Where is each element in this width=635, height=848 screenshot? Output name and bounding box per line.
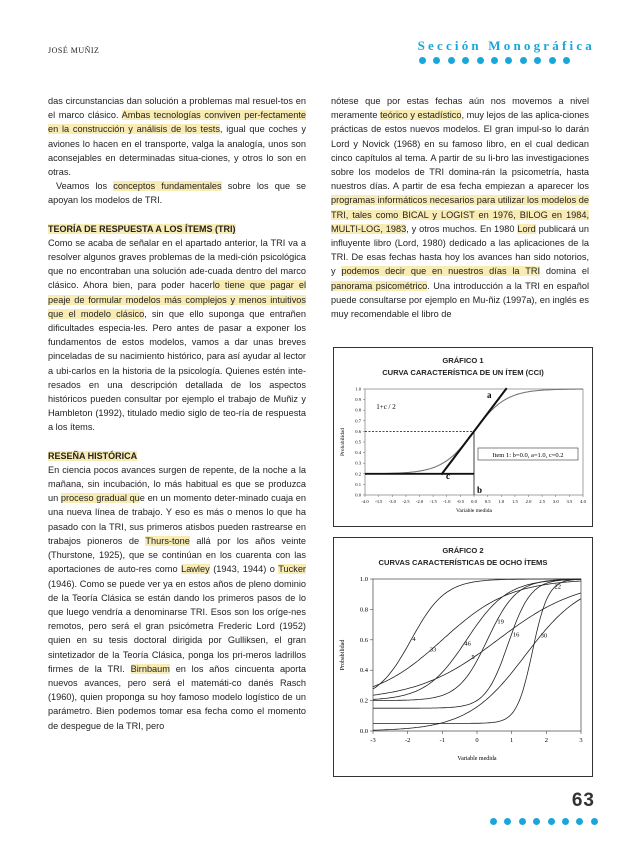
footer-dots xyxy=(490,818,598,825)
chart-1-y-tick-label: 0.4 xyxy=(355,450,361,456)
chart-1-x-tick-label: -4.0 xyxy=(361,499,369,504)
paragraph: Veamos los conceptos fundamentales sobre los que se apoyan los modelos de TRI. xyxy=(48,181,306,206)
chart-2-y-tick-label: 0.6 xyxy=(359,636,368,644)
chart-2-curve-label: 46 xyxy=(464,640,471,648)
chart-1-x-tick-label: 2.0 xyxy=(525,499,532,504)
page-number: 63 xyxy=(571,790,595,811)
paragraph: das circunstancias dan solución a problemas mal resuel-tos en el marco clásico. Ambas tecnologías conviven per-fectamente en la construcción y análisis de los tests, igual que coches y aviones lo hacen en el transporte, valga la analogía, unos son aconsejables en determinadas situa-ciones, y otros lo son en otras. xyxy=(48,96,307,178)
chart-2-curve-30 xyxy=(373,599,581,731)
chart-1-x-tick-label: 0.5 xyxy=(484,499,491,504)
chart-1-xlabel: Variable medida xyxy=(456,508,492,514)
chart-2-curve-label: 19 xyxy=(497,618,504,626)
chart-1-x-tick-label: -0.5 xyxy=(456,499,465,504)
chart-2-curve-33 xyxy=(373,581,581,687)
chart-2 xyxy=(334,538,592,776)
left-column xyxy=(48,94,306,733)
running-head-author: JOSÉ MUÑIZ xyxy=(48,46,100,55)
chart-1-title: CURVA CARACTERÍSTICA DE UN ÍTEM (CCI) xyxy=(382,368,544,377)
chart-1-x-tick-label: 0.0 xyxy=(471,499,477,504)
chart-2-number: GRÁFICO 2 xyxy=(442,546,484,555)
chart-1-y-tick-label: 0.1 xyxy=(355,481,361,487)
chart-2-x-tick-label: -2 xyxy=(404,737,411,744)
chart-1-x-tick-label: 3.0 xyxy=(552,499,559,504)
chart-1-x-tick-label: -3.5 xyxy=(374,499,383,504)
chart-1-y-tick-label: 1.0 xyxy=(355,386,361,392)
chart-2-curve-4 xyxy=(373,579,581,689)
chart-2-y-tick-label: 0.8 xyxy=(359,606,368,614)
chart-2-y-tick-label: 0.0 xyxy=(359,728,368,735)
chart-2-x-tick-label: 2 xyxy=(544,737,548,744)
right-column xyxy=(331,94,589,321)
chart-1-x-tick-label: -1.5 xyxy=(429,499,437,504)
chart-2-x-tick-label: -3 xyxy=(370,737,376,744)
chart-1-label-c: c xyxy=(446,471,450,481)
chart-1-y-tick-label: 0.6 xyxy=(355,428,361,434)
chart-1-label-a: a xyxy=(487,390,492,400)
chart-1-legend: Item 1: b=0.0, a=1.0, c=0.2 xyxy=(492,452,564,459)
chart-1-x-tick-label: 1.5 xyxy=(512,499,518,504)
header-dots xyxy=(419,57,570,64)
chart-1-x-tick-label: 3.5 xyxy=(566,499,573,504)
chart-2-ylabel: Probabilidad xyxy=(340,639,346,671)
chart-1-frame xyxy=(333,347,593,527)
chart-1-x-tick-label: 4.0 xyxy=(580,499,586,504)
chart-2-xlabel: Variable medida xyxy=(457,756,497,762)
chart-1-y-tick-label: 0.7 xyxy=(355,418,361,424)
chart-2-x-tick-label: 1 xyxy=(510,737,514,744)
chart-1-x-tick-label: -1.0 xyxy=(443,499,451,504)
chart-2-curve-label: 16 xyxy=(512,631,520,639)
chart-1-y-tick-label: 0.9 xyxy=(355,397,361,403)
chart-2-x-tick-label: -1 xyxy=(439,737,446,744)
chart-2-y-tick-label: 0.4 xyxy=(359,667,368,675)
chart-2-x-tick-label: 0 xyxy=(475,737,479,744)
chart-1-y-tick-label: 0.0 xyxy=(355,492,361,498)
chart-1-annotation: 1+c / 2 xyxy=(376,403,396,411)
chart-1-ylabel: Probabilidad xyxy=(340,427,346,457)
chart-2-x-tick-label: 3 xyxy=(579,737,583,744)
section-heading: RESEÑA HISTÓRICA xyxy=(48,450,138,461)
chart-1-x-tick-label: 2.5 xyxy=(539,499,545,504)
chart-1-x-tick-label: -2.0 xyxy=(415,499,424,504)
chart-1-x-tick-label: -2.5 xyxy=(402,499,410,504)
chart-2-curve-label: 30 xyxy=(540,632,548,640)
chart-1 xyxy=(334,348,592,526)
chart-2-y-tick-label: 1.0 xyxy=(359,576,368,583)
chart-2-curve-label: 5 xyxy=(471,653,475,661)
chart-2-curve-label: 4 xyxy=(412,635,416,643)
chart-2-title: CURVAS CARACTERÍSTICAS DE OCHO ÍTEMS xyxy=(378,558,548,567)
chart-1-y-tick-label: 0.3 xyxy=(355,460,361,466)
chart-2-y-tick-label: 0.2 xyxy=(359,697,368,705)
chart-2-curve-label: 22 xyxy=(554,583,562,591)
chart-1-y-tick-label: 0.2 xyxy=(355,471,361,477)
paragraph: nótese que por estas fechas aún nos movemos a nivel meramente teórico y estadístico, muy lejos de las aplica-ciones prácticas de estos nuevos modelos. El gran impul-so lo darán Lord y Novick (1968) en su famoso libro, en el cual dedican cinco capítulos al tema. A partir de su li-bro las investigaciones sobre los modelos de TRI domina-rán la psicometría, hasta nuestros días. A partir de esa fecha empiezan a aparecer los programas informáticos necesarios para utilizar los modelos de TRI, tales como BICAL y LOGIST en 1976, BILOG en 1984, MULTI-LOG, 1983, y otros muchos. En 1980 Lord publicará un influyente libro (Lord, 1980) dedicado a las aplicaciones de la TRI. De esas fechas hasta hoy los avances han sido notorios, y podemos decir que en nuestros días la TRI domina el panorama psicométrico. Una introducción a la TRI en español puede consultarse por ejemplo en Mu-ñiz (1997a), en inglés es muy recomendable el libro de xyxy=(331,96,590,320)
chart-2-curve-46 xyxy=(373,579,581,699)
paragraph: En ciencia pocos avances surgen de repente, de la noche a la mañana, sin incubación, lo más habitual es que se produzca un proceso gradual que en un momento deter-minado cuaja en una nueva línea de trabajo. Y eso es más o menos lo que ha pasado con la TRI, sus primeros atisbos pueden rastrearse en trabajos pioneros de Thurs-tone allá por los años veinte (Thurstone, 1925), que se continúan en los cuarenta con las aportaciones de auto-res como Lawley (1943, 1944) o Tucker (1946). Como se puede ver ya en estos años de pleno dominio de la Teoría Clásica se están dando los primeros pasos de lo que luego vendría a denominarse TRI. Esos son los oríge-nes remotos, pero será el gran psicómetra Frederic Lord (1952) quien en su tesis doctoral dirigida por Gulliksen, el gran sintetizador de la Teoría Clásica, ponga los pri-meros ladrillos firmes de la TRI. Birnbaum en los años cincuenta aporta nuevos avances, pero será el matemáti-co danés Rasch (1960), quien proponga su hoy famoso modelo logístico de un parámetro. Bien podemos tomar esa fecha como el momento de despegue de la TRI, pero xyxy=(48,464,307,731)
chart-1-number: GRÁFICO 1 xyxy=(442,356,484,365)
paragraph: Como se acaba de señalar en el apartado anterior, la TRI va a resolver algunos graves problemas de la medi-ción psicológica que no encontraban una solución ade-cuada dentro del marco clásico. Ahora bien, para poder hacerlo tiene que pagar el peaje de formular modelos más complejos y menos intuitivos que el modelo clásico, sin que ello suponga que entrañen dificultades especia-les. Pero antes de pasar a exponer los fundamentos de estos modelos, vamos a dar unas breves pinceladas de su nacimiento histórico, para así ayudar al lector a ubi-carlos en la historia de la psicología. Quienes estén inte-resados en una descripción detallada de los aspectos históricos pueden consultar por ejemplo el trabajo de Muñiz y Hambleton (1992), titulado medio siglo de teo-ría de respuesta a los ítems. xyxy=(48,237,306,433)
chart-2-curve-5 xyxy=(373,593,581,695)
chart-2-curve-label: 33 xyxy=(429,646,437,654)
chart-1-x-tick-label: 1.0 xyxy=(498,499,505,504)
chart-1-y-tick-label: 0.5 xyxy=(355,439,361,445)
chart-2-frame xyxy=(333,537,593,777)
chart-1-label-b: b xyxy=(477,485,483,495)
section-title: Sección Monográfica xyxy=(417,38,595,53)
chart-2-curve-19 xyxy=(373,579,581,700)
chart-2-curve-16 xyxy=(373,579,581,708)
chart-1-x-tick-label: -3.0 xyxy=(388,499,396,504)
chart-1-y-tick-label: 0.8 xyxy=(355,407,361,413)
section-heading: TEORÍA DE RESPUESTA A LOS ÍTEMS (TRI) xyxy=(48,223,236,234)
